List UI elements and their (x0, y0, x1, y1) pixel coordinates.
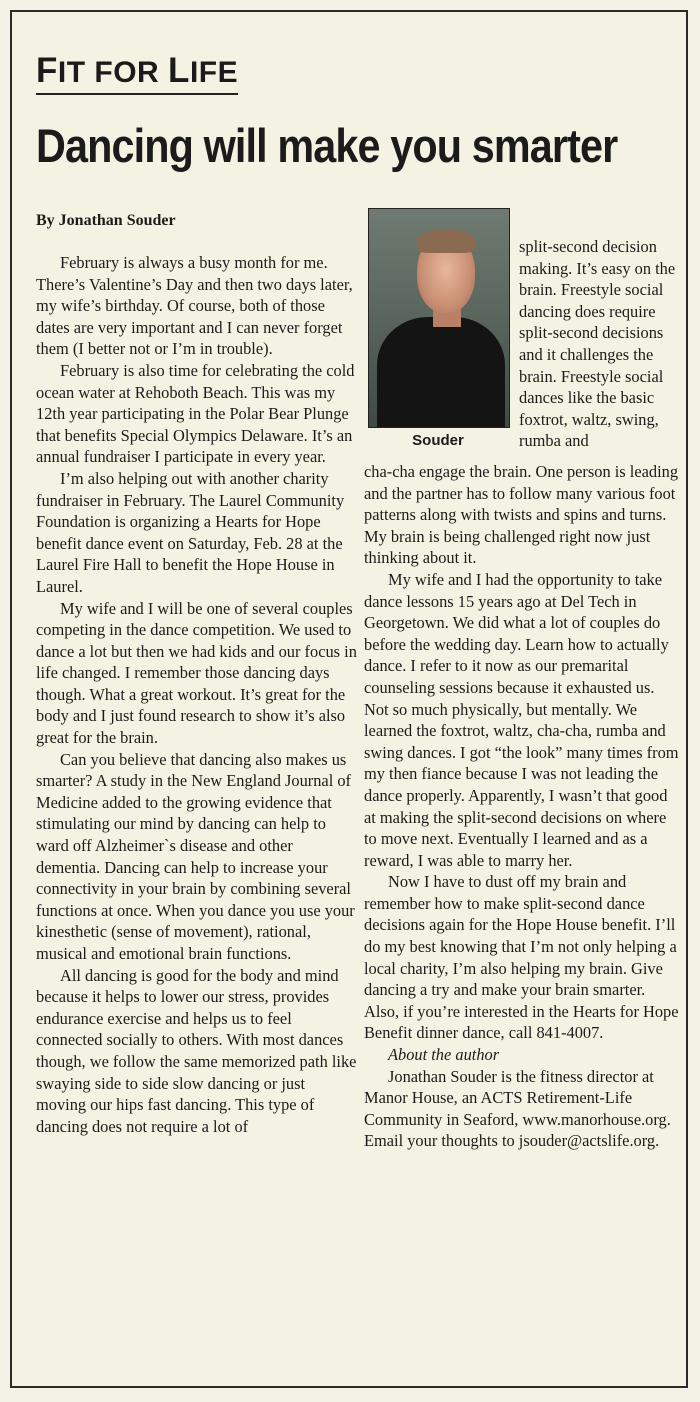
photo-shirt (377, 317, 505, 428)
section-label-part-1: IT FOR (57, 56, 169, 89)
author-photo (368, 208, 510, 428)
paragraph: cha-cha engage the brain. One person is leading and the partner has to follow many various foot patterns along with twists and spins and turns. My brain is being challenged right now just thinking about it. (364, 462, 679, 568)
photo-hair (417, 229, 475, 253)
headline: Dancing will make you smarter (36, 119, 618, 172)
paragraph: I’m also helping out with another charity fundraiser in February. The Laurel Community Foundation is organizing a Hearts for Hope benefit dance event on Saturday, Feb. 28 at the Laurel Fire Hall to benefit the Hope House in Laurel. (36, 468, 345, 596)
section-label (36, 52, 238, 95)
paragraph: split-second decision making. It’s easy on the brain. Freestyle social dancing does require split-second decisions and it challenges the brain. Freestyle social dances like the basic foxtrot, waltz, swing, rumba and (519, 237, 676, 451)
section-label-initial-f: F (36, 51, 58, 90)
about-heading: About the author (388, 1045, 500, 1065)
byline: By Jonathan Souder (36, 212, 176, 229)
paragraph: My wife and I had the opportunity to take dance lessons 15 years ago at Del Tech in Georgetown. We did what a lot of couples do before the wedding day. Learn how to actually dance. I refer to it now as our premarital counseling sessions because it exhausted us. Not so much physically, but mentally. We learned the foxtrot, waltz, cha-cha, rumba and swing dances. I got “the look” many times from my then fiance because I was not leading the dance properly. Apparently, I wasn’t that good at making the split-second decisions on where to move next. Eventually I learned and as a reward, I was able to marry her. (364, 569, 679, 870)
left-column (36, 252, 358, 1137)
section-label-initial-l: L (168, 51, 190, 90)
section-label-part-2: IFE (189, 56, 239, 89)
about-text: Jonathan Souder is the fitness director at Manor House, an ACTS Retirement-Life Community in Seaford, www.manorhouse.org. Email your thoughts to jsouder@actslife.org. (364, 1066, 671, 1151)
paragraph: February is always a busy month for me. There’s Valentine’s Day and then two days later, my wife’s birthday. Of course, both of those dates are very important and I can never forget them (I better not or I’m in trouble). (36, 253, 353, 359)
photo-caption: Souder (412, 432, 464, 449)
paragraph: All dancing is good for the body and mind because it helps to lower our stress, provides endurance exercise and helps us to feel connected socially to others. With most dances though, we follow the same memorized path like swaying side to side slow dancing or just moving our hips fast dancing. This type of dancing does not require a lot of (36, 965, 357, 1136)
paragraph: Can you believe that dancing also makes us smarter? A study in the New England Journal of Medicine added to the growing evidence that stimulating our mind by dancing can help to ward off Alzheimer`s disease and other dementia. Dancing can help to increase your connectivity in your brain by combining several functions at once. When you dance you use your kinesthetic (sense of movement), rational, musical and emotional brain functions. (36, 749, 355, 963)
paragraph: My wife and I will be one of several couples competing in the dance competition. We used to dance a lot but then we had kids and our focus in life changed. I remember those dancing days though. What a great workout. It’s great for the body and I just found research to show it’s also great for the brain. (36, 598, 357, 748)
paragraph: February is also time for celebrating the cold ocean water at Rehoboth Beach. This was my 12th year participating in the Polar Bear Plunge that benefits Special Olympics Delaware. It’s an annual fundraiser I participate in every year. (36, 360, 355, 467)
newspaper-clipping (10, 10, 688, 1388)
right-column (364, 461, 680, 1152)
paragraph: Now I have to dust off my brain and remember how to make split-second dance decisions again for the Hope House benefit. I’ll do my best knowing that I’m not only helping a local charity, I’m also helping my brain. Give dancing a try and make your brain smarter. Also, if you’re interested in the Hearts for Hope Benefit dinner dance, call 841-4007. (364, 872, 679, 1043)
right-top-column (519, 236, 679, 452)
